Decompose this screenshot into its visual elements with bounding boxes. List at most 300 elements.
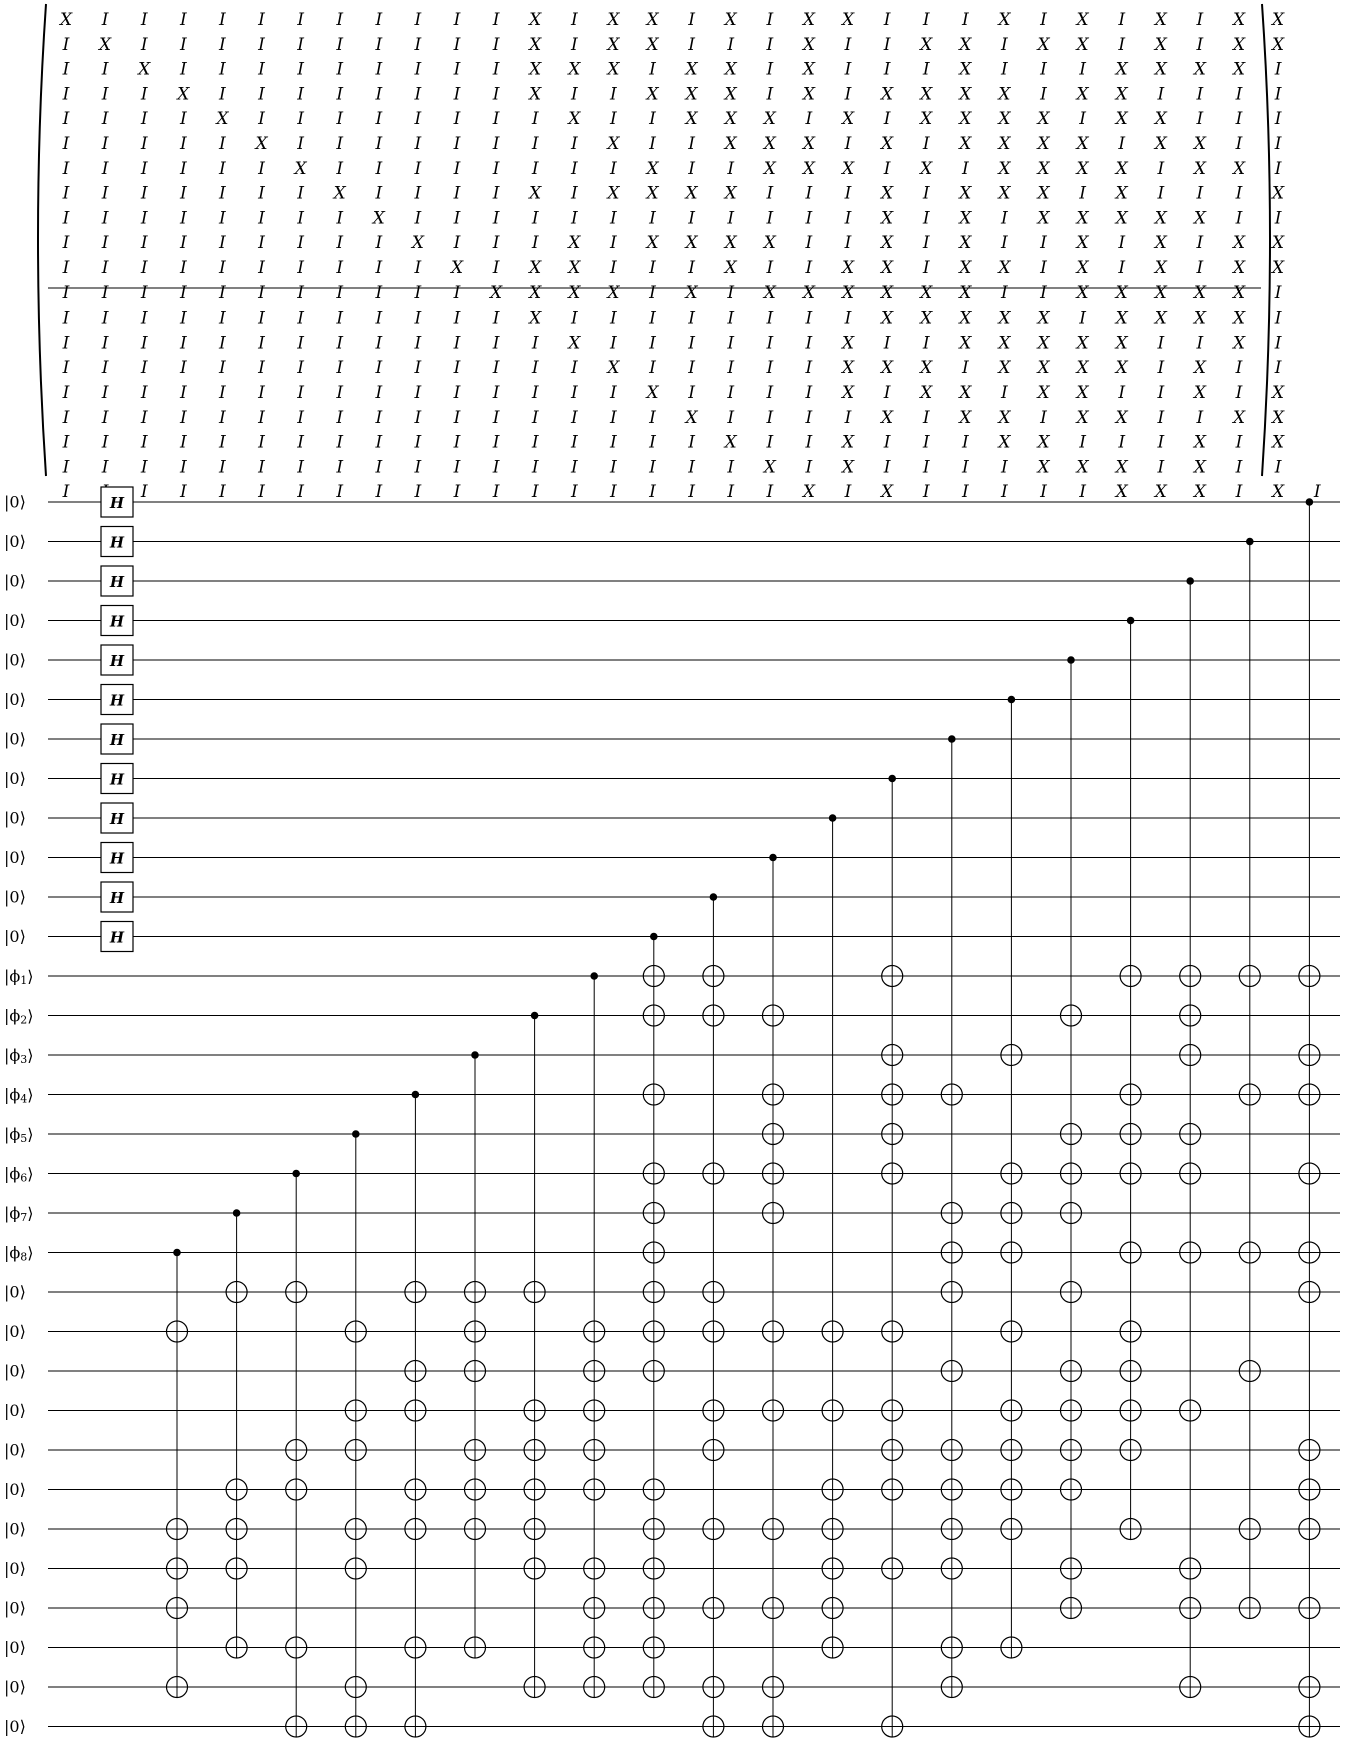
matrix-entry: I xyxy=(1157,358,1165,379)
matrix-entry: X xyxy=(646,10,659,30)
matrix-entry: I xyxy=(414,432,422,453)
matrix-entry: I xyxy=(610,432,617,453)
matrix-entry: I xyxy=(140,407,148,428)
wire-label: |0⟩ xyxy=(4,887,26,907)
circuit-wires xyxy=(48,502,1340,1727)
matrix-entry: I xyxy=(922,233,930,254)
matrix-entry: I xyxy=(883,333,891,354)
matrix-entry: I xyxy=(766,34,774,55)
matrix-entry: X xyxy=(959,383,972,403)
matrix-entry: I xyxy=(922,183,930,204)
hadamard-gate-label: H xyxy=(109,889,125,907)
matrix-entry: I xyxy=(1157,432,1165,453)
matrix-entry: X xyxy=(920,282,933,303)
matrix-entry: X xyxy=(841,282,855,303)
matrix-entry: X xyxy=(841,109,855,130)
matrix-entry: I xyxy=(883,109,891,130)
matrix-entry: X xyxy=(1037,432,1050,453)
matrix-entry: I xyxy=(766,407,774,428)
wire-label: |0⟩ xyxy=(4,1598,26,1618)
matrix-entry: I xyxy=(375,10,383,30)
matrix-entry: I xyxy=(62,84,70,105)
matrix-entry: X xyxy=(1272,407,1285,428)
matrix-entry: I xyxy=(1196,183,1204,204)
matrix-entry: I xyxy=(375,158,383,179)
cnot-control-dot xyxy=(1246,538,1254,546)
matrix-entry: I xyxy=(453,333,461,354)
matrix-entry: I xyxy=(219,10,226,30)
matrix-entry: I xyxy=(727,407,735,428)
matrix-entry: I xyxy=(179,308,187,329)
matrix-entry: I xyxy=(649,482,656,503)
matrix-entry: I xyxy=(375,258,383,278)
matrix-entry: I xyxy=(219,183,226,204)
matrix-entry: X xyxy=(959,282,972,303)
matrix-entry: X xyxy=(685,407,698,428)
matrix-entry: I xyxy=(219,84,226,105)
wire-label: |0⟩ xyxy=(4,848,26,867)
matrix-entry: X xyxy=(998,333,1011,354)
matrix-entry: I xyxy=(883,59,891,80)
matrix-entry: I xyxy=(688,158,695,179)
matrix-entry: X xyxy=(724,183,737,204)
matrix-entry: I xyxy=(140,34,148,55)
cnot-control-dot xyxy=(888,775,896,783)
matrix-entry: X xyxy=(1037,208,1050,229)
cnot-control-dot xyxy=(948,735,956,743)
matrix-entry: I xyxy=(179,59,187,80)
quantum-circuit xyxy=(4,487,1340,1737)
matrix-entry: I xyxy=(375,432,383,453)
wire-label: $|\phi_2⟩$ xyxy=(4,1006,34,1026)
matrix-entry: I xyxy=(101,233,109,254)
matrix-entry: X xyxy=(529,10,542,30)
matrix-entry: I xyxy=(179,183,187,204)
matrix-entry: I xyxy=(414,308,422,329)
matrix-entry: I xyxy=(179,158,187,179)
cnot-control-dot xyxy=(1306,498,1314,506)
matrix-entry: I xyxy=(179,208,187,229)
matrix-entry: I xyxy=(570,134,578,154)
hadamard-gate-label: H xyxy=(109,928,125,947)
matrix-entry: X xyxy=(763,457,776,478)
matrix-entry: I xyxy=(179,358,187,379)
matrix-entry: I xyxy=(610,308,617,329)
matrix-entry: I xyxy=(101,383,109,403)
matrix-entry: X xyxy=(607,358,620,379)
matrix-entry: I xyxy=(492,457,500,478)
cnot-control-dot xyxy=(531,1012,539,1020)
matrix-entry: I xyxy=(414,457,422,478)
matrix-entry: I xyxy=(1235,208,1243,229)
matrix-entry: I xyxy=(297,134,304,154)
cnot-control-dot xyxy=(1008,696,1016,704)
matrix-entry: I xyxy=(219,134,226,154)
matrix-entry: I xyxy=(1079,59,1086,80)
matrix-entry: X xyxy=(1232,333,1246,354)
matrix-right-paren xyxy=(1262,4,1270,476)
wire-label: |0⟩ xyxy=(4,1282,26,1302)
matrix-entry: I xyxy=(414,482,422,503)
matrix-entry: I xyxy=(688,34,695,55)
matrix-entry: I xyxy=(62,183,70,204)
matrix-entry: X xyxy=(841,432,855,453)
matrix-entry: I xyxy=(297,407,304,428)
matrix-entry: X xyxy=(607,183,620,204)
matrix-entry: X xyxy=(1154,233,1167,254)
matrix-entry: X xyxy=(724,233,737,254)
matrix-entry: I xyxy=(883,158,891,179)
matrix-entry: I xyxy=(375,59,383,80)
wire-label: |0⟩ xyxy=(4,571,26,591)
matrix-entry: X xyxy=(959,308,972,329)
matrix-entry: X xyxy=(646,84,659,105)
matrix-entry: X xyxy=(802,134,815,154)
wire-label: |0⟩ xyxy=(4,532,26,551)
matrix-entry: I xyxy=(258,383,265,403)
matrix-entry: X xyxy=(568,233,581,254)
matrix-entry: X xyxy=(998,109,1011,130)
matrix-entry: X xyxy=(1115,183,1128,204)
matrix-entry: I xyxy=(414,59,422,80)
matrix-entry: I xyxy=(492,84,500,105)
matrix-entry: I xyxy=(570,383,578,403)
matrix-entry: I xyxy=(453,282,461,303)
matrix-entry: I xyxy=(610,383,617,403)
matrix-entry: I xyxy=(1079,432,1086,453)
matrix-entry: I xyxy=(297,59,304,80)
matrix-entry: I xyxy=(1196,233,1204,254)
matrix-entry: I xyxy=(570,208,578,229)
matrix-entry: I xyxy=(531,134,539,154)
matrix-entry: I xyxy=(336,59,344,80)
matrix-entry: I xyxy=(375,233,383,254)
matrix-entry: I xyxy=(727,282,735,303)
matrix-entry: I xyxy=(492,407,500,428)
matrix-entry: I xyxy=(649,208,656,229)
matrix-entry: I xyxy=(62,308,70,329)
matrix-entry: I xyxy=(805,258,813,278)
matrix-entry: I xyxy=(570,358,578,379)
matrix-entry: X xyxy=(607,10,620,30)
cnot-control-dot xyxy=(590,972,598,980)
matrix-entry: I xyxy=(219,457,226,478)
matrix-entry: I xyxy=(179,482,187,503)
matrix-entry: I xyxy=(1001,233,1008,254)
matrix-entry: X xyxy=(1076,34,1089,55)
matrix-entry: I xyxy=(258,432,265,453)
matrix-entry: I xyxy=(1235,383,1243,403)
matrix-entry: I xyxy=(805,233,813,254)
matrix-entry: I xyxy=(922,457,930,478)
matrix-entry: I xyxy=(649,432,656,453)
matrix-entry: I xyxy=(140,282,148,303)
matrix-entry: I xyxy=(570,158,578,179)
matrix-entry: X xyxy=(1076,158,1089,179)
matrix-entry: I xyxy=(922,432,930,453)
matrix-entry: I xyxy=(922,333,930,354)
matrix-entry: I xyxy=(414,84,422,105)
matrix-entry: I xyxy=(961,482,969,503)
matrix-entry: I xyxy=(805,333,813,354)
matrix-entry: I xyxy=(140,134,148,154)
matrix-entry: X xyxy=(881,282,894,303)
cnot-gate xyxy=(226,1209,247,1658)
matrix-entry: I xyxy=(766,258,774,278)
matrix-entry: I xyxy=(766,333,774,354)
matrix-entry: X xyxy=(1272,258,1285,278)
matrix-entry: I xyxy=(258,258,265,278)
matrix-entry: X xyxy=(998,407,1011,428)
matrix-entry: I xyxy=(219,208,226,229)
hadamard-gate-label: H xyxy=(109,731,125,749)
matrix-entry: X xyxy=(920,109,933,130)
wire-label: |0⟩ xyxy=(4,1322,26,1341)
matrix-entry: I xyxy=(688,10,695,30)
matrix-entry: I xyxy=(258,109,265,130)
matrix-entry: I xyxy=(140,432,148,453)
matrix-entry: X xyxy=(529,59,542,80)
matrix-entry: I xyxy=(101,109,109,130)
matrix-entry: I xyxy=(140,358,148,379)
matrix-entry: X xyxy=(1193,457,1206,478)
matrix-entry: X xyxy=(1076,457,1089,478)
cnot-gate xyxy=(465,1051,486,1658)
matrix-entry: X xyxy=(568,282,581,303)
matrix-entry: I xyxy=(336,358,344,379)
matrix-entry: X xyxy=(1272,383,1285,403)
matrix-entry: X xyxy=(1232,282,1246,303)
matrix-entry: X xyxy=(1193,282,1206,303)
matrix-entry: I xyxy=(1040,282,1047,303)
matrix-entry: X xyxy=(177,84,190,105)
matrix-entry: I xyxy=(805,208,813,229)
matrix-entry: I xyxy=(727,158,735,179)
wire-label: |0⟩ xyxy=(4,1401,26,1420)
matrix-entry: I xyxy=(1079,109,1086,130)
matrix-entry: I xyxy=(649,134,656,154)
matrix-entry: X xyxy=(920,84,933,105)
matrix-entry: I xyxy=(1001,482,1008,503)
matrix-entry: I xyxy=(570,308,578,329)
matrix-entry: I xyxy=(219,233,226,254)
matrix-entry: I xyxy=(844,308,852,329)
matrix-entry: I xyxy=(492,482,500,503)
matrix-entry: I xyxy=(453,158,461,179)
matrix-entry: I xyxy=(766,208,774,229)
matrix-entry: I xyxy=(62,358,70,379)
wire-label: $|\phi_1⟩$ xyxy=(4,966,34,987)
matrix-entry: X xyxy=(568,333,581,354)
matrix-entry: I xyxy=(1196,10,1204,30)
matrix-entry: I xyxy=(62,158,70,179)
wire-label: $|\phi_4⟩$ xyxy=(4,1085,34,1105)
wire-label: $|\phi_3⟩$ xyxy=(4,1045,34,1066)
matrix-entry: I xyxy=(688,134,695,154)
matrix-entry: X xyxy=(529,282,542,303)
matrix-entry: X xyxy=(881,84,894,105)
matrix-entry: I xyxy=(961,358,969,379)
matrix-entry: X xyxy=(841,258,855,278)
matrix-entry: X xyxy=(920,383,933,403)
matrix-entry: I xyxy=(101,208,109,229)
matrix-entry: I xyxy=(1157,333,1165,354)
matrix-entry: I xyxy=(62,34,70,55)
matrix-entry: I xyxy=(492,10,500,30)
matrix-entry: I xyxy=(531,383,539,403)
matrix-entry: I xyxy=(1274,333,1282,354)
matrix-entry: X xyxy=(841,158,855,179)
matrix-entry: X xyxy=(1076,10,1089,30)
matrix-entry: I xyxy=(1274,358,1282,379)
matrix-entry: X xyxy=(881,358,894,379)
matrix-entry: I xyxy=(258,84,265,105)
matrix-entry: I xyxy=(62,482,70,503)
wire-label: |0⟩ xyxy=(4,1677,26,1697)
matrix-entry: I xyxy=(1235,358,1243,379)
cnot-gate xyxy=(643,933,664,1698)
wire-label: |0⟩ xyxy=(4,611,26,630)
matrix-entry: I xyxy=(531,208,539,229)
matrix-entry: I xyxy=(1196,84,1204,105)
matrix-entry: I xyxy=(610,333,617,354)
matrix-entry: I xyxy=(922,407,930,428)
matrix-entry: I xyxy=(492,383,500,403)
matrix-entry: I xyxy=(649,407,656,428)
matrix-entry: I xyxy=(961,457,969,478)
matrix-entry: X xyxy=(959,208,972,229)
matrix-entry: I xyxy=(570,432,578,453)
matrix-entry: I xyxy=(492,432,500,453)
cnot-gate xyxy=(882,775,903,1737)
matrix-entry: X xyxy=(1076,358,1089,379)
matrix-entry: X xyxy=(1076,134,1089,154)
matrix-entry: I xyxy=(844,407,852,428)
matrix-entry: X xyxy=(920,158,933,179)
matrix-entry: I xyxy=(414,109,422,130)
matrix-entry: I xyxy=(844,183,852,204)
matrix-entry: I xyxy=(844,208,852,229)
matrix-entry: X xyxy=(1232,308,1246,329)
matrix-entry: I xyxy=(766,358,774,379)
matrix-entry: X xyxy=(1115,109,1128,130)
matrix-entry: I xyxy=(922,482,930,503)
matrix-entry: I xyxy=(1001,208,1008,229)
matrix-entry: I xyxy=(453,208,461,229)
matrix-entry: I xyxy=(453,59,461,80)
matrix-entry: X xyxy=(1193,358,1206,379)
matrix-entry: X xyxy=(881,183,894,204)
cnot-control-dot xyxy=(650,933,658,941)
matrix-entry: X xyxy=(1037,134,1050,154)
matrix-entry: I xyxy=(62,383,70,403)
matrix-entry: I xyxy=(101,457,109,478)
matrix-entry: I xyxy=(805,432,813,453)
matrix-entry: I xyxy=(179,432,187,453)
matrix-entry: I xyxy=(297,358,304,379)
matrix-entry: X xyxy=(646,158,659,179)
matrix-entry: I xyxy=(1196,109,1204,130)
cnot-control-dot xyxy=(1067,656,1075,664)
wire-label: |0⟩ xyxy=(4,650,26,670)
matrix-entry: I xyxy=(179,258,187,278)
matrix-entry: I xyxy=(883,34,891,55)
matrix-entry: I xyxy=(1118,432,1126,453)
matrix-entry: I xyxy=(258,158,265,179)
matrix-entry: I xyxy=(219,432,226,453)
matrix-entry: I xyxy=(219,358,226,379)
wire-labels xyxy=(4,493,34,1737)
matrix-entry: I xyxy=(766,482,774,503)
matrix-entry: I xyxy=(453,308,461,329)
matrix-entry: I xyxy=(570,34,578,55)
matrix-entry: I xyxy=(219,482,226,503)
matrix-entry: I xyxy=(258,34,265,55)
cnot-control-dot xyxy=(471,1051,479,1059)
matrix-entry: I xyxy=(1040,10,1047,30)
matrix-entry: I xyxy=(140,457,148,478)
matrix-entry: I xyxy=(570,84,578,105)
matrix-entry: I xyxy=(1040,59,1047,80)
matrix-entry: I xyxy=(688,333,695,354)
matrix-entry: I xyxy=(1040,407,1047,428)
matrix-entry: X xyxy=(1115,208,1128,229)
matrix-entry: X xyxy=(841,457,855,478)
matrix-entry: I xyxy=(1001,34,1008,55)
matrix-entry: I xyxy=(414,183,422,204)
matrix-entry: I xyxy=(531,432,539,453)
matrix-entry: I xyxy=(297,233,304,254)
matrix-entry: X xyxy=(1193,308,1206,329)
cnot-control-dot xyxy=(173,1249,181,1257)
matrix-entry: I xyxy=(805,109,813,130)
cnot-control-dot xyxy=(233,1209,241,1217)
matrix-entry: X xyxy=(959,233,972,254)
matrix-entry: I xyxy=(610,208,617,229)
matrix-entry: I xyxy=(414,134,422,154)
wire-label: |0⟩ xyxy=(4,808,26,828)
matrix-entry: I xyxy=(258,59,265,80)
matrix-entry: X xyxy=(1232,407,1246,428)
wire-label: |0⟩ xyxy=(4,1440,26,1460)
matrix-entry: I xyxy=(414,258,422,278)
matrix-entry: I xyxy=(883,10,891,30)
matrix-entry: I xyxy=(1274,84,1282,105)
matrix-entry: I xyxy=(375,84,383,105)
matrix-entry: X xyxy=(881,233,894,254)
matrix-entry: X xyxy=(881,134,894,154)
matrix-entry: I xyxy=(140,383,148,403)
matrix-entry: I xyxy=(453,457,461,478)
hadamard-gate-label: H xyxy=(109,810,125,828)
matrix-entry: X xyxy=(333,183,346,204)
matrix-entry: I xyxy=(805,457,813,478)
wire-label: |0⟩ xyxy=(4,690,26,709)
matrix-entry: X xyxy=(724,109,737,130)
matrix-entry: I xyxy=(727,383,735,403)
cnot-gate xyxy=(1120,617,1141,1540)
matrix-entry: X xyxy=(1076,233,1089,254)
matrix-entry: X xyxy=(529,34,542,55)
matrix-entry: I xyxy=(1274,457,1282,478)
matrix-entry: I xyxy=(531,333,539,354)
matrix-entry: X xyxy=(568,258,581,278)
wire-label: |0⟩ xyxy=(4,1717,26,1736)
matrix-entry: I xyxy=(258,282,265,303)
matrix-entry: I xyxy=(1157,457,1165,478)
matrix-entry: X xyxy=(1115,333,1128,354)
matrix-entry: I xyxy=(179,134,187,154)
